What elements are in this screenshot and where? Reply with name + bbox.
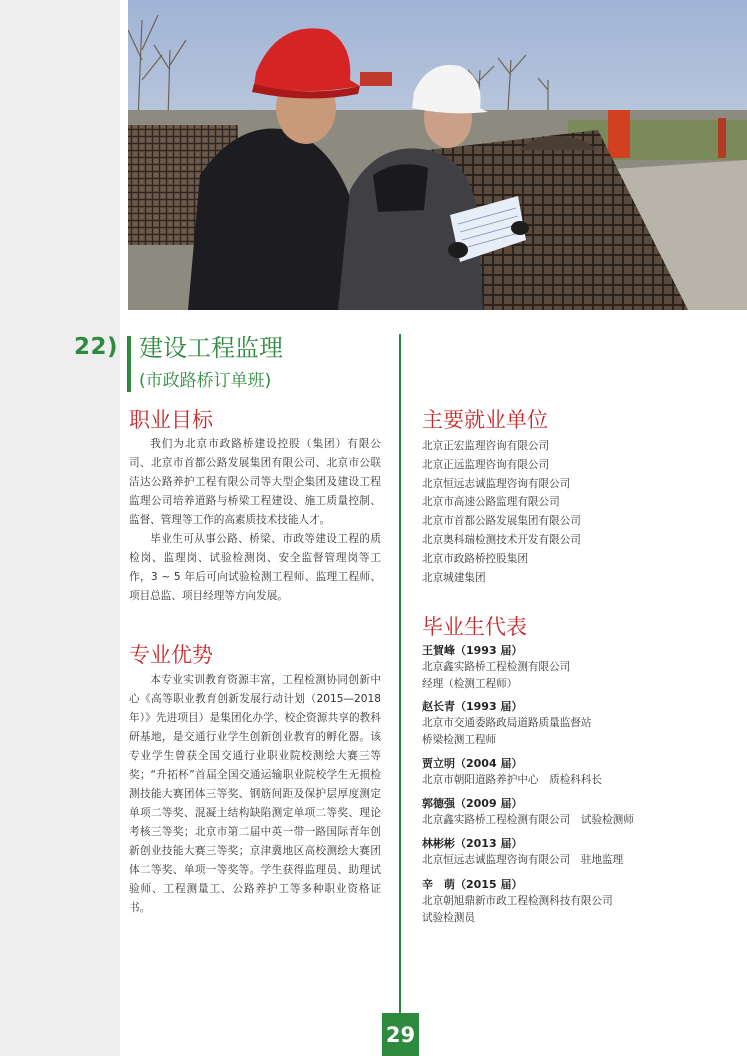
graduate-entry	[422, 876, 613, 926]
employer-list	[422, 437, 581, 587]
graduate-entry	[422, 642, 570, 692]
section-title: 建设工程监理	[139, 334, 283, 362]
graduate-name: 郭德强（2009 届）	[422, 797, 523, 810]
title-accent-bar	[127, 336, 131, 392]
graduate-detail: 北京朝旭鼎新市政工程检测科技有限公司	[422, 895, 613, 907]
advantages-paragraph: 本专业实训教育资源丰富，工程检测协同创新中心《高等职业教育创新发展行动计划（2015—2018 年）》先进项目）是集团化办学、校企资源共享的教科研基地，是交通行业学生创新创业教育的孵化器。该专业学生曾获全国交通行业职业院校测绘大赛三等奖；“升拓杯”首届全国交通运输职业院校学生无损检测技能大赛团体三等奖、钢筋间距及保护层厚度测定单项二等奖、混凝土结构缺陷测定单项二等奖、理论考核三等奖；北京市第二届中英一带一路国际青年创新创业技能大赛三等奖；京津冀地区高校测绘大赛团体二等奖、单项一等奖等。学生获得监理员、助理试验师、工程测量工、公路养护工等多种职业资格证书。	[129, 674, 381, 914]
employer-item: 北京正宏监理咨询有限公司	[422, 440, 550, 452]
employer-item: 北京市政路桥控股集团	[422, 552, 528, 565]
employer-item: 北京正远监理咨询有限公司	[422, 458, 550, 471]
employer-item: 北京城建集团	[422, 571, 486, 584]
employer-item: 北京市高速公路监理有限公司	[422, 496, 560, 509]
graduate-detail: 北京恒远志诚监理咨询有限公司 驻地监理	[422, 854, 624, 866]
graduate-detail: 北京鑫实路桥工程检测有限公司 试验检测师	[422, 814, 634, 826]
graduate-entry	[422, 698, 592, 748]
page-number: 29	[382, 1013, 419, 1056]
graduate-entry	[422, 755, 602, 789]
graduate-detail: 经理（检测工程师）	[422, 677, 518, 690]
side-strip	[0, 0, 120, 1056]
graduate-name: 贾立明（2004 届）	[422, 757, 523, 770]
column-divider	[399, 334, 401, 1014]
graduate-detail: 桥梁检测工程师	[422, 733, 497, 746]
graduate-detail: 北京市交通委路政局道路质量监督站	[422, 717, 592, 729]
graduate-entry	[422, 795, 634, 829]
employer-item: 北京市首都公路发展集团有限公司	[422, 515, 581, 528]
graduate-name: 王賀峰（1993 届）	[422, 644, 523, 657]
career-goal-heading: 职业目标	[129, 408, 213, 432]
employer-item: 北京恒远志诚监理咨询有限公司	[422, 477, 571, 490]
graduate-detail: 试验检测员	[422, 911, 475, 924]
career-goal-paragraph-2: 毕业生可从事公路、桥梁、市政等建设工程的质检岗、监理岗、试验检测岗、安全监督管理岗等工作，3 ~ 5 年后可向试验检测工程师、监理工程师、项目总监、项目经理等方向发展。	[129, 533, 381, 602]
graduate-entry	[422, 835, 623, 869]
employers-heading: 主要就业单位	[422, 408, 548, 432]
graduates-heading: 毕业生代表	[422, 615, 527, 639]
employer-item: 北京奥科瑞检测技术开发有限公司	[422, 533, 581, 546]
graduate-name: 林彬彬（2013 届）	[422, 837, 523, 850]
graduate-detail: 北京鑫实路桥工程检测有限公司	[422, 661, 571, 673]
graduate-name: 赵长青（1993 届）	[422, 700, 523, 713]
section-subtitle: (市政路桥订单班)	[139, 371, 272, 391]
graduate-detail: 北京市朝阳道路养护中心 质检科科长	[422, 774, 603, 786]
section-number: 22)	[74, 334, 119, 360]
hero-photo	[128, 0, 747, 310]
career-goal-paragraph-1: 我们为北京市政路桥建设控股（集团）有限公司、北京市首都公路发展集团有限公司、北京市公联洁达公路养护工程有限公司等大型企集团及建设工程监理公司培养道路与桥梁工程建设、施工质量控制、监督、管理等工作的高素质技术技能人才。	[129, 438, 381, 526]
advantages-heading: 专业优势	[129, 643, 213, 667]
graduate-name: 辛 萌（2015 届）	[422, 878, 523, 891]
